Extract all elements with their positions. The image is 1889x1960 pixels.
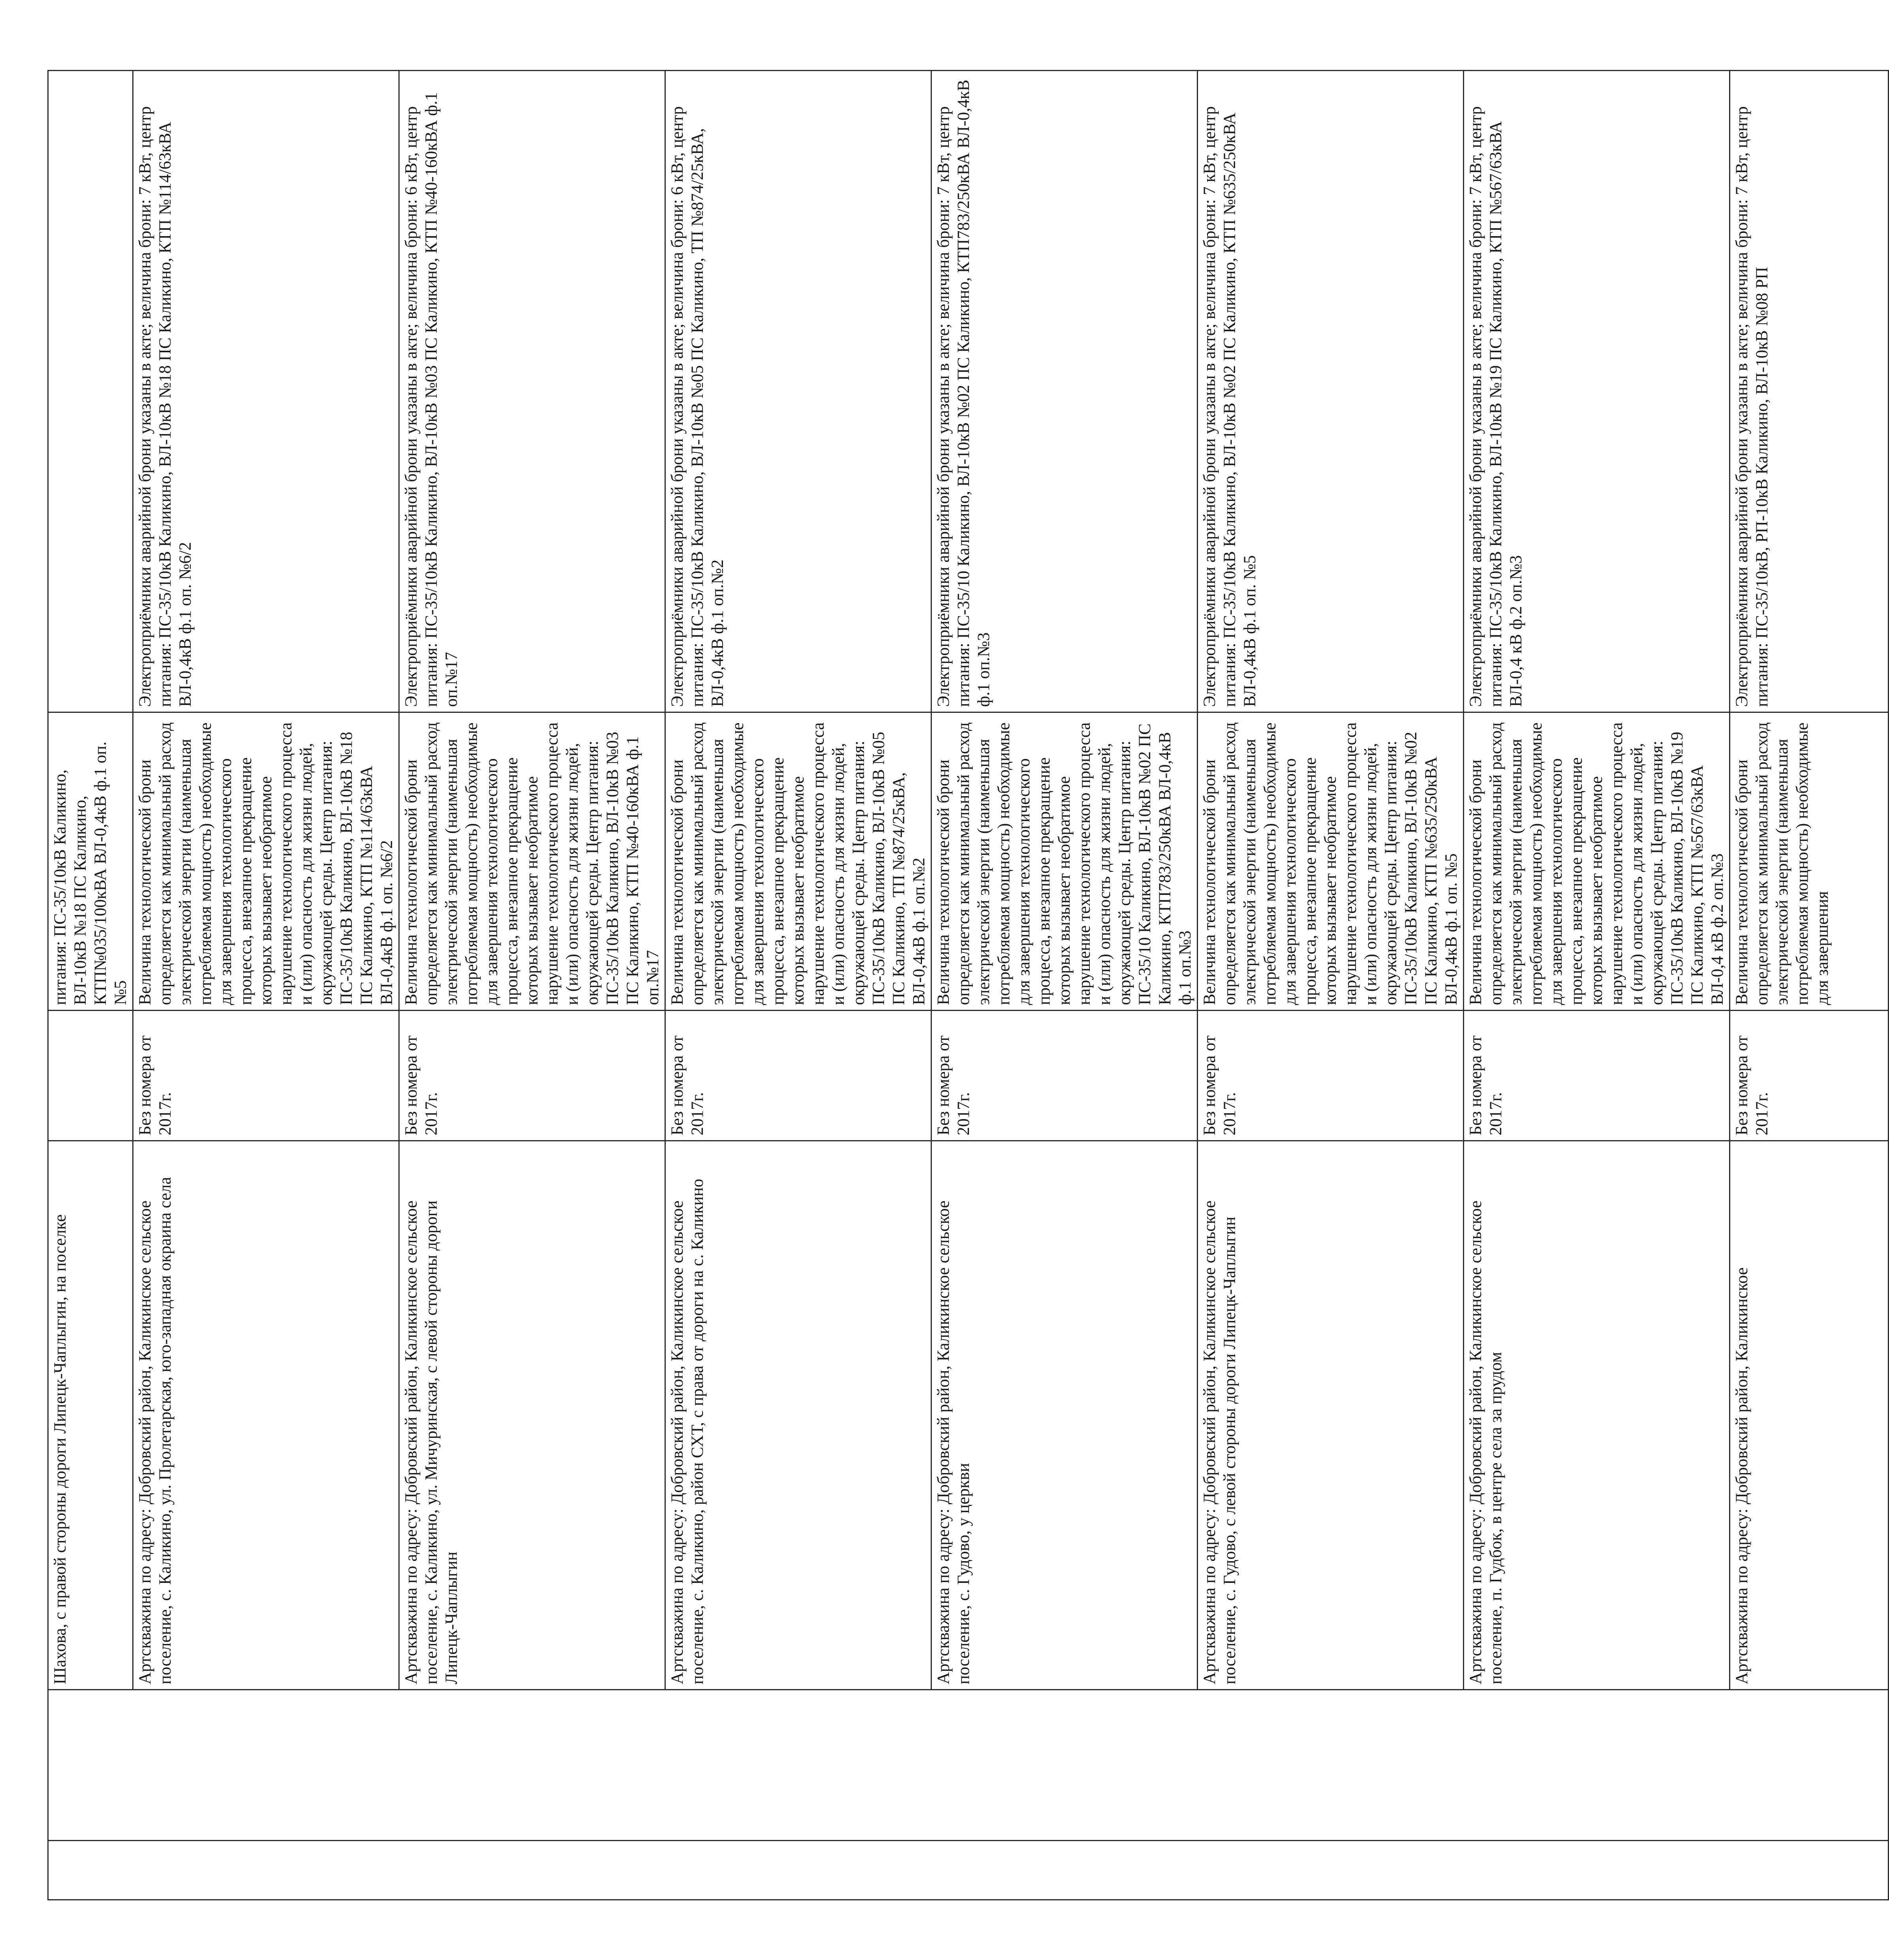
consumer-cell: [48, 1690, 1889, 1841]
table-row: [1730, 71, 1889, 1900]
reserve-table: [47, 70, 1889, 1900]
address-cell: Артскважина по адресу: Добровский район, Каликинское сельское поселение, с. Каликино, ул. Мичуринская, с левой стороны дороги Липецк-Чаплыгин: [399, 1141, 665, 1690]
table-row: [665, 71, 931, 1900]
act-date-cell: Без номера от 2017г.: [665, 1011, 931, 1141]
act-date-cell: Без номера от 2017г.: [133, 1011, 399, 1141]
notes-cell: Электроприёмники аварийной брони указаны в акте; величина брони: 7 кВт, центр питания: ПС-35/10кВ, РП-10кВ Каликино, ВЛ-10кВ №08 РП: [1730, 71, 1889, 712]
notes-cell: Электроприёмники аварийной брони указаны в акте; величина брони: 7 кВт, центр питания: ПС-35/10кВ Каликино, ВЛ-10кВ №18 ПС Каликино, КТП №114/63кВА ВЛ-0,4кВ ф.1 оп. №6/2: [133, 71, 399, 712]
table-row: [399, 71, 665, 1900]
reserve-value-cell: Величина технологической брони определяется как минимальный расход электрической энергии (наименьшая потребляемая мощность) необходимые для завершения технологического процесса, внезапное прекращение которых вызывает необратимое нарушение технологического процесса и (или) опасность для жизни людей, окружающей среды. Центр питания: ПС-35/10кВ Каликино, ВЛ-10кВ №02 ПС Каликино, КТП №635/250кВА ВЛ-0,4кВ ф.1 оп. №5: [1198, 712, 1464, 1011]
reserve-value-cell: питания: ПС-35/10кВ Каликино, ВЛ-10кВ №18 ПС Каликино, КТП№035/100кВА ВЛ-0,4кВ ф.1 оп.№5: [48, 712, 133, 1011]
act-date-cell: Без номера от 2017г.: [1198, 1011, 1464, 1141]
notes-cell: Электроприёмники аварийной брони указаны в акте; величина брони: 6 кВт, центр питания: ПС-35/10кВ Каликино, ВЛ-10кВ №03 ПС Каликино, КТП №40-160кВА ф.1 оп.№17: [399, 71, 665, 712]
address-cell: Артскважина по адресу: Добровский район, Каликинское: [1730, 1141, 1889, 1690]
notes-cell: Электроприёмники аварийной брони указаны в акте; величина брони: 7 кВт, центр питания: ПС-35/10 Каликино, ВЛ-10кВ №02 ПС Каликино, КТП783/250кВА ВЛ-0,4кВ ф.1 оп.№3: [931, 71, 1198, 712]
act-date-cell: Без номера от 2017г.: [931, 1011, 1198, 1141]
notes-cell: Электроприёмники аварийной брони указаны в акте; величина брони: 7 кВт, центр питания: ПС-35/10кВ Каликино, ВЛ-10кВ №19 ПС Каликино, КТП №567/63кВА ВЛ-0,4 кВ ф.2 оп.№3: [1464, 71, 1730, 712]
number-cell: [48, 1841, 1889, 1900]
notes-cell: [48, 71, 133, 712]
address-cell: Шахова, с правой стороны дороги Липецк-Чаплыгин, на поселке: [48, 1141, 133, 1690]
address-cell: Артскважина по адресу: Добровский район, Каликинское сельское поселение, с. Гудово, с левой стороны дороги Липецк-Чаплыгин: [1198, 1141, 1464, 1690]
act-date-cell: Без номера от 2017г.: [1730, 1011, 1889, 1141]
reserve-value-cell: Величина технологической брони определяется как минимальный расход электрической энергии (наименьшая потребляемая мощность) необходимые для завершения технологического процесса, внезапное прекращение которых вызывает необратимое нарушение технологического процесса и (или) опасность для жизни людей, окружающей среды. Центр питания: ПС-35/10кВ Каликино, ВЛ-10кВ №05 ПС Каликино, ТП №874/25кВА, ВЛ-0,4кВ ф.1 оп.№2: [665, 712, 931, 1011]
rotated-page: [47, 71, 1832, 1900]
notes-cell: Электроприёмники аварийной брони указаны в акте; величина брони: 7 кВт, центр питания: ПС-35/10кВ Каликино, ВЛ-10кВ №02 ПС Каликино, КТП №635/250кВА ВЛ-0,4кВ ф.1 оп. №5: [1198, 71, 1464, 712]
reserve-value-cell: Величина технологической брони определяется как минимальный расход электрической энергии (наименьшая потребляемая мощность) необходимые для завершения технологического процесса, внезапное прекращение которых вызывает необратимое нарушение технологического процесса и (или) опасность для жизни людей, окружающей среды. Центр питания: ПС-35/10 Каликино, ВЛ-10кВ №02 ПС Каликино, КТП783/250кВА ВЛ-0,4кВ ф.1 оп.№3: [931, 712, 1198, 1011]
reserve-value-cell: Величина технологической брони определяется как минимальный расход электрической энергии (наименьшая потребляемая мощность) необходимые для завершения: [1730, 712, 1889, 1011]
act-date-cell: [48, 1011, 133, 1141]
reserve-value-cell: Величина технологической брони определяется как минимальный расход электрической энергии (наименьшая потребляемая мощность) необходимые для завершения технологического процесса, внезапное прекращение которых вызывает необратимое нарушение технологического процесса и (или) опасность для жизни людей, окружающей среды. Центр питания: ПС-35/10кВ Каликино, ВЛ-10кВ №03 ПС Каликино, КТП №40-160кВА ф.1 оп.№17: [399, 712, 665, 1011]
act-date-cell: Без номера от 2017г.: [399, 1011, 665, 1141]
notes-cell: Электроприёмники аварийной брони указаны в акте; величина брони: 6 кВт, центр питания: ПС-35/10кВ Каликино, ВЛ-10кВ №05 ПС Каликино, ТП №874/25кВА, ВЛ-0,4кВ ф.1 оп.№2: [665, 71, 931, 712]
reserve-value-cell: Величина технологической брони определяется как минимальный расход электрической энергии (наименьшая потребляемая мощность) необходимые для завершения технологического процесса, внезапное прекращение которых вызывает необратимое нарушение технологического процесса и (или) опасность для жизни людей, окружающей среды. Центр питания: ПС-35/10кВ Каликино, ВЛ-10кВ №19 ПС Каликино, КТП №567/63кВА ВЛ-0,4 кВ ф.2 оп.№3: [1464, 712, 1730, 1011]
table-row: [931, 71, 1198, 1900]
table-row: [133, 71, 399, 1900]
table-row: [48, 71, 133, 1900]
act-date-cell: Без номера от 2017г.: [1464, 1011, 1730, 1141]
reserve-value-cell: Величина технологической брони определяется как минимальный расход электрической энергии (наименьшая потребляемая мощность) необходимые для завершения технологического процесса, внезапное прекращение которых вызывает необратимое нарушение технологического процесса и (или) опасность для жизни людей, окружающей среды. Центр питания: ПС-35/10кВ Каликино, ВЛ-10кВ №18 ПС Каликино, КТП №114/63кВА ВЛ-0,4кВ ф.1 оп. №6/2: [133, 712, 399, 1011]
table-row: [1198, 71, 1464, 1900]
address-cell: Артскважина по адресу: Добровский район, Каликинское сельское поселение, с. Каликино, район СХТ, с права от дороги на с. Каликино: [665, 1141, 931, 1690]
address-cell: Артскважина по адресу: Добровский район, Каликинское сельское поселение, с. Гудово, у церкви: [931, 1141, 1198, 1690]
table-row: [1464, 71, 1730, 1900]
address-cell: Артскважина по адресу: Добровский район, Каликинское сельское поселение, с. Каликино, ул. Пролетарская, юго-западная окраина села: [133, 1141, 399, 1690]
address-cell: Артскважина по адресу: Добровский район, Каликинское сельское поселение, п. Гудбок, в центре села за прудом: [1464, 1141, 1730, 1690]
